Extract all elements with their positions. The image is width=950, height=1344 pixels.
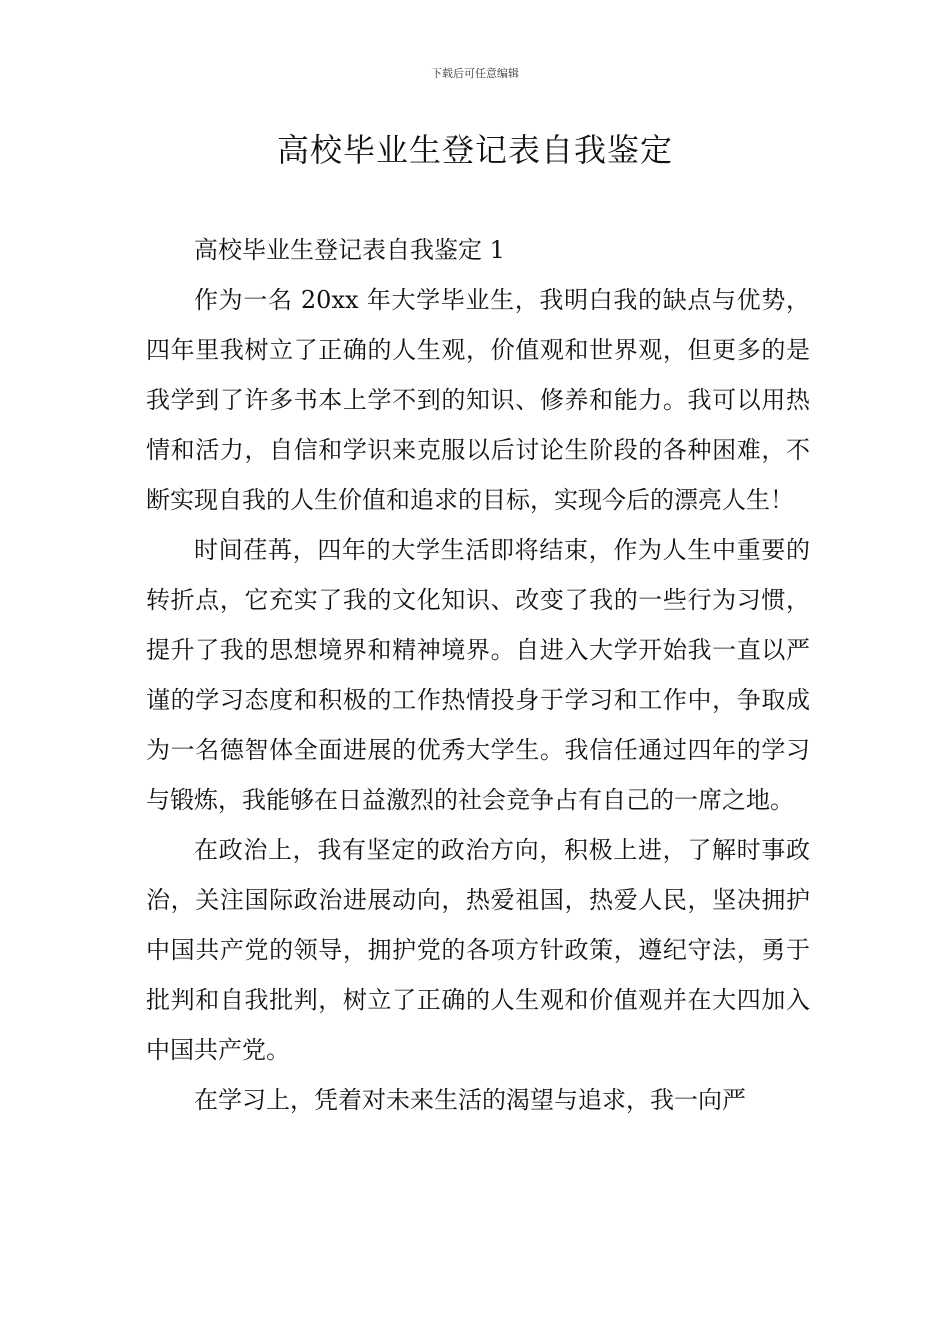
paragraph-4: 在学习上，凭着对未来生活的渴望与追求，我一向严 bbox=[194, 1086, 746, 1114]
paragraph-2: 时间荏苒，四年的大学生活即将结束，作为人生中重要的转折点，它充实了我的文化知识、改变了我的一些行为习惯，提升了我的思想境界和精神境界。自进入大学开始我一直以严谨的学习态度和积极的工作热情投身于学习和工作中，争取成为一名德智体全面进展的优秀大学生。我信任通过四年的学习与锻炼，我能够在日益激烈的社会竞争占有自己的一席之地。 bbox=[146, 536, 810, 814]
document-body bbox=[146, 225, 810, 1125]
header-note: 下载后可任意编辑 bbox=[431, 67, 519, 80]
paragraph-3: 在政治上，我有坚定的政治方向，积极上进，了解时事政治，关注国际政治进展动向，热爱祖国，热爱人民，坚决拥护中国共产党的领导，拥护党的各项方针政策，遵纪守法，勇于批判和自我批判，树立了正确的人生观和价值观并在大四加入中国共产党。 bbox=[146, 836, 810, 1064]
document-title: 高校毕业生登记表自我鉴定 bbox=[276, 131, 673, 169]
section-heading: 高校毕业生登记表自我鉴定 1 bbox=[194, 236, 505, 264]
paragraph-1: 作为一名 20xx 年大学毕业生，我明白我的缺点与优势，四年里我树立了正确的人生观，价值观和世界观，但更多的是我学到了许多书本上学不到的知识、修养和能力。我可以用热情和活力，自信和学识来克服以后讨论生阶段的各种困难，不断实现自我的人生价值和追求的目标，实现今后的漂亮人生！ bbox=[146, 286, 810, 514]
